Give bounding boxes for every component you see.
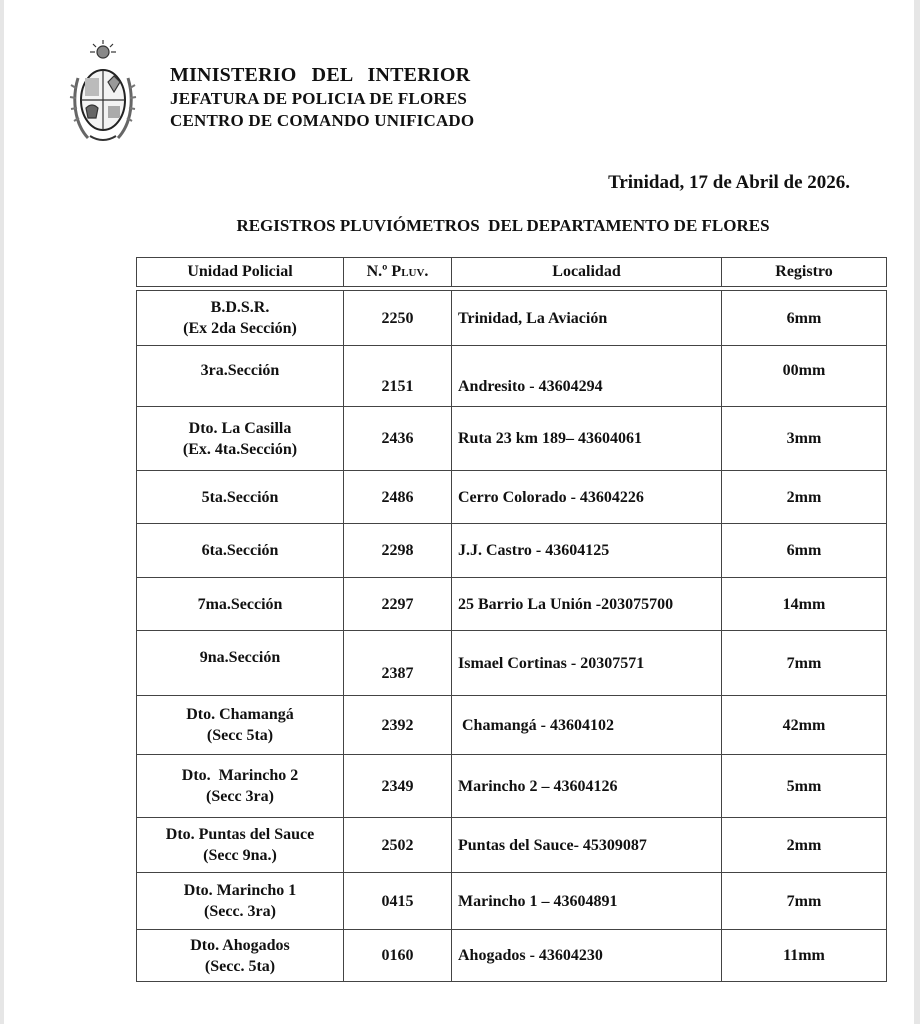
localidad-cell: J.J. Castro - 43604125 [452, 524, 722, 578]
table-row [137, 818, 887, 873]
centro-heading: CENTRO DE COMANDO UNIFICADO [170, 111, 475, 130]
pluv-cell: 2298 [344, 524, 452, 578]
localidad-cell: Puntas del Sauce- 45309087 [452, 818, 722, 873]
registro-cell: 3mm [722, 407, 887, 471]
registro-cell: 42mm [722, 696, 887, 755]
table-header-row [137, 258, 887, 287]
unidad-cell: Dto. Marincho 2 (Secc 3ra) [137, 755, 344, 818]
unidad-cell: B.D.S.R. (Ex 2da Sección) [137, 291, 344, 346]
registro-cell: 7mm [722, 873, 887, 930]
table-row [137, 873, 887, 930]
localidad-cell: Trinidad, La Aviación [452, 291, 722, 346]
pluv-cell: 0415 [344, 873, 452, 930]
localidad-cell: Marincho 1 – 43604891 [452, 873, 722, 930]
localidad-cell: Andresito - 43604294 [452, 346, 722, 407]
table-row [137, 578, 887, 631]
unidad-cell: 3ra.Sección [137, 346, 344, 407]
table-row [137, 524, 887, 578]
unidad-cell: Dto. Ahogados (Secc. 5ta) [137, 930, 344, 982]
table-row [137, 291, 887, 346]
localidad-cell: Marincho 2 – 43604126 [452, 755, 722, 818]
registro-cell: 6mm [722, 291, 887, 346]
pluv-cell: 2250 [344, 291, 452, 346]
pluv-cell: 2502 [344, 818, 452, 873]
column-header-localidad: Localidad [452, 258, 722, 287]
pluv-cell: 2436 [344, 407, 452, 471]
jefatura-heading: JEFATURA DE POLICIA DE FLORES [170, 89, 468, 108]
table-row [137, 407, 887, 471]
localidad-cell: Ismael Cortinas - 20307571 [452, 631, 722, 696]
rainfall-table [136, 257, 887, 982]
table-row [137, 631, 887, 696]
registro-cell: 6mm [722, 524, 887, 578]
table-row [137, 471, 887, 524]
table-row [137, 755, 887, 818]
localidad-cell: Ahogados - 43604230 [452, 930, 722, 982]
registro-cell: 7mm [722, 631, 887, 696]
registro-cell: 2mm [722, 471, 887, 524]
pluv-cell: 2151 [344, 346, 452, 407]
column-header-registro: Registro [722, 258, 887, 287]
pluv-cell: 2297 [344, 578, 452, 631]
registro-cell: 00mm [722, 346, 887, 407]
registro-cell: 11mm [722, 930, 887, 982]
localidad-cell: Chamangá - 43604102 [452, 696, 722, 755]
column-header-unidad: Unidad Policial [137, 258, 344, 287]
table-row [137, 930, 887, 982]
localidad-cell: 25 Barrio La Unión -203075700 [452, 578, 722, 631]
uruguay-coat-of-arms-icon [68, 38, 138, 150]
localidad-cell: Ruta 23 km 189– 43604061 [452, 407, 722, 471]
unidad-cell: Dto. Chamangá (Secc 5ta) [137, 696, 344, 755]
page-edge-left [0, 0, 4, 1024]
unidad-cell: Dto. Puntas del Sauce (Secc 9na.) [137, 818, 344, 873]
registro-cell: 2mm [722, 818, 887, 873]
unidad-cell: 9na.Sección [137, 631, 344, 696]
table-row [137, 696, 887, 755]
page-edge-right [914, 0, 920, 1024]
localidad-cell: Cerro Colorado - 43604226 [452, 471, 722, 524]
unidad-cell: 5ta.Sección [137, 471, 344, 524]
pluv-cell: 2387 [344, 631, 452, 696]
registro-cell: 5mm [722, 755, 887, 818]
document-title: REGISTROS PLUVIÓMETROS DEL DEPARTAMENTO DE FLORES [236, 216, 770, 235]
pluv-cell: 2349 [344, 755, 452, 818]
unidad-cell: Dto. Marincho 1 (Secc. 3ra) [137, 873, 344, 930]
pluv-cell: 0160 [344, 930, 452, 982]
column-header-pluv: N.º Pluv. [344, 258, 452, 287]
unidad-cell: Dto. La Casilla (Ex. 4ta.Sección) [137, 407, 344, 471]
ministry-heading: MINISTERIO DEL INTERIOR [170, 64, 471, 86]
table-row [137, 346, 887, 407]
document-date: Trinidad, 17 de Abril de 2026. [608, 172, 850, 193]
unidad-cell: 7ma.Sección [137, 578, 344, 631]
registro-cell: 14mm [722, 578, 887, 631]
pluv-cell: 2392 [344, 696, 452, 755]
unidad-cell: 6ta.Sección [137, 524, 344, 578]
pluv-cell: 2486 [344, 471, 452, 524]
